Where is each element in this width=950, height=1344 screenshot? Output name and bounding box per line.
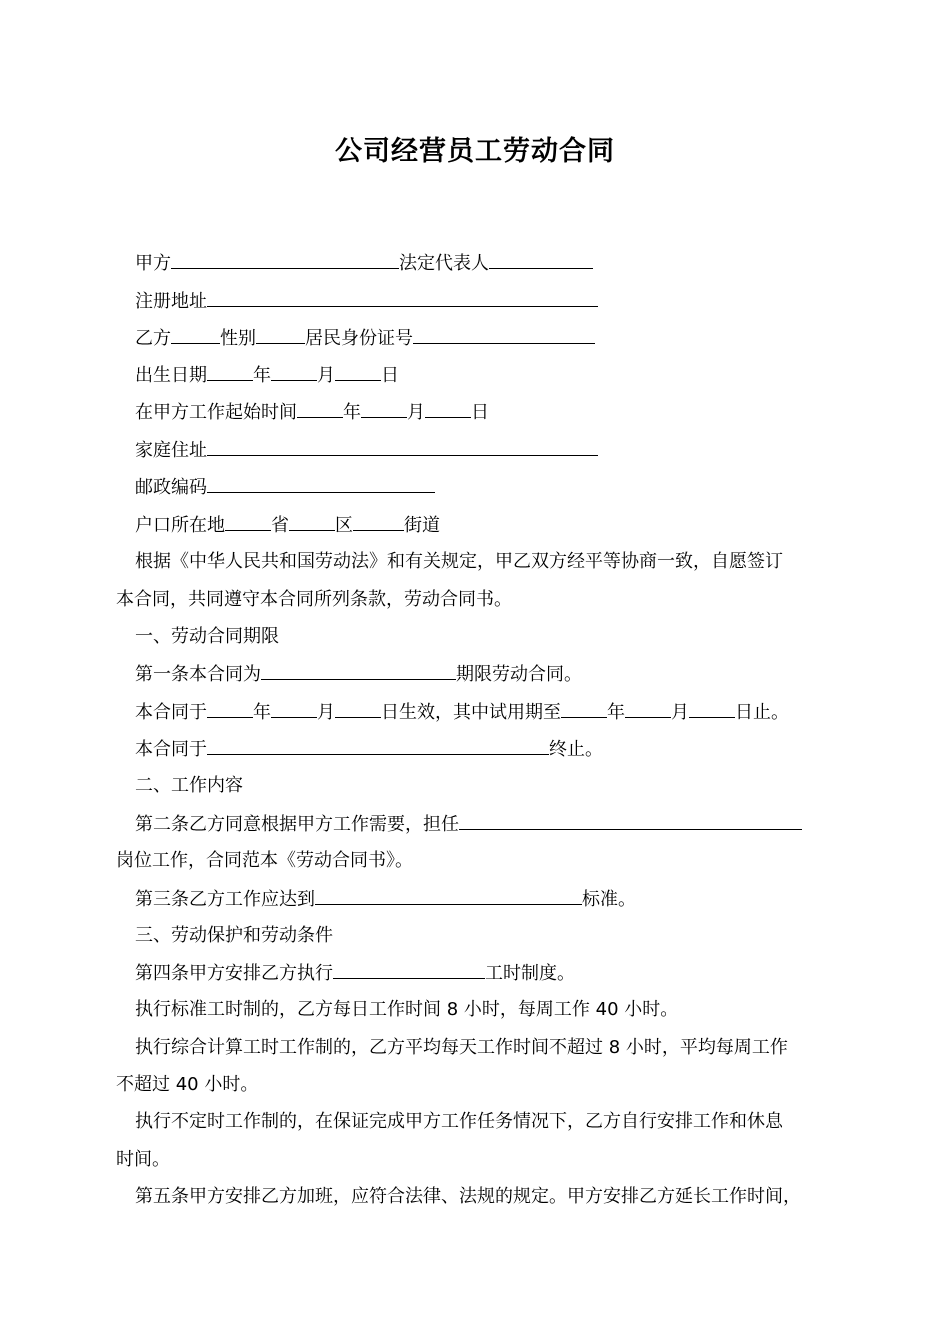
text-segment: 标准。 (582, 889, 636, 910)
text-segment: 法定代表人 (399, 253, 489, 274)
fill-blank (171, 325, 220, 344)
fill-blank (297, 399, 343, 418)
fill-blank (171, 250, 399, 269)
text-segment: 第一条本合同为 (135, 664, 261, 685)
fill-blank (335, 362, 381, 381)
start-date-line (116, 399, 859, 426)
text-segment: 第二条乙方同意根据甲方工作需要，担任 (135, 814, 459, 835)
postal-code-line (116, 474, 859, 501)
text-segment: 街道 (404, 515, 440, 536)
fill-blank (207, 362, 253, 381)
fill-blank (561, 699, 607, 718)
home-address-line (116, 437, 859, 464)
contract-termination-line (116, 736, 859, 763)
party-b-line (116, 325, 859, 352)
text-segment: 日 (381, 365, 399, 386)
text-segment: 期限劳动合同。 (456, 664, 582, 685)
text-segment: 乙方 (135, 328, 171, 349)
text-segment: 在甲方工作起始时间 (135, 402, 297, 423)
fill-blank (333, 960, 485, 979)
fill-blank (413, 325, 595, 344)
article-2-line (116, 811, 859, 838)
text-segment: 邮政编码 (135, 477, 207, 498)
text-segment: 家庭住址 (135, 440, 207, 461)
article-1-line (116, 661, 859, 688)
section-heading: 三、劳动保护和劳动条件 (135, 925, 333, 946)
registered-address-line (116, 288, 859, 315)
text-segment: 年 (253, 702, 271, 723)
text-segment: 第四条甲方安排乙方执行 (135, 963, 333, 984)
text-segment: 年 (253, 365, 271, 386)
text-segment: 户口所在地 (135, 515, 225, 536)
contract-effective-line (116, 699, 859, 726)
paragraph-line: 执行标准工时制的，乙方每日工作时间 8 小时，每周工作 40 小时。 (135, 999, 679, 1020)
document-title: 公司经营员工劳动合同 (335, 136, 615, 167)
fill-blank (207, 474, 435, 493)
fill-blank (225, 512, 271, 531)
paragraph-line: 第五条甲方安排乙方加班，应符合法律、法规的规定。甲方安排乙方延长工作时间， (135, 1186, 801, 1207)
article-3-line (116, 886, 859, 913)
paragraph-line: 执行不定时工作制的，在保证完成甲方工作任务情况下，乙方自行安排工作和休息 (135, 1111, 783, 1132)
fill-blank (625, 699, 671, 718)
fill-blank (261, 661, 456, 680)
fill-blank (207, 736, 549, 755)
text-segment: 性别 (220, 328, 256, 349)
text-segment: 年 (343, 402, 361, 423)
text-segment: 本合同于 (135, 739, 207, 760)
fill-blank (315, 886, 582, 905)
birth-date-line (116, 362, 859, 389)
text-segment: 月 (407, 402, 425, 423)
paragraph-line: 本合同，共同遵守本合同所列条款，劳动合同书。 (116, 589, 512, 610)
fill-blank (489, 250, 593, 269)
fill-blank (256, 325, 305, 344)
text-segment: 甲方 (135, 253, 171, 274)
text-segment: 日生效，其中试用期至 (381, 702, 561, 723)
text-segment: 注册地址 (135, 291, 207, 312)
text-segment: 日 (471, 402, 489, 423)
fill-blank (207, 437, 598, 456)
text-segment: 月 (671, 702, 689, 723)
fill-blank (425, 399, 471, 418)
text-segment: 日止。 (735, 702, 789, 723)
fill-blank (353, 512, 404, 531)
fill-blank (207, 699, 253, 718)
article-4-line (116, 960, 859, 987)
text-segment: 出生日期 (135, 365, 207, 386)
text-segment: 本合同于 (135, 702, 207, 723)
section-heading: 二、工作内容 (135, 775, 243, 796)
text-segment: 年 (607, 702, 625, 723)
fill-blank (207, 288, 598, 307)
fill-blank (289, 512, 335, 531)
text-segment: 工时制度。 (485, 963, 575, 984)
party-a-line (116, 250, 859, 277)
text-segment: 终止。 (549, 739, 603, 760)
text-segment: 第三条乙方工作应达到 (135, 889, 315, 910)
household-registration-line (116, 512, 859, 539)
text-segment: 省 (271, 515, 289, 536)
paragraph-line: 根据《中华人民共和国劳动法》和有关规定，甲乙双方经平等协商一致，自愿签订 (135, 551, 783, 572)
fill-blank (271, 699, 317, 718)
text-segment: 居民身份证号 (305, 328, 413, 349)
text-segment: 区 (335, 515, 353, 536)
fill-blank (361, 399, 407, 418)
paragraph-line: 执行综合计算工时工作制的，乙方平均每天工作时间不超过 8 小时，平均每周工作 (135, 1037, 788, 1058)
text-segment: 月 (317, 702, 335, 723)
fill-blank (271, 362, 317, 381)
section-heading: 一、劳动合同期限 (135, 626, 279, 647)
fill-blank (459, 811, 802, 830)
fill-blank (335, 699, 381, 718)
text-segment: 月 (317, 365, 335, 386)
fill-blank (689, 699, 735, 718)
paragraph-line: 时间。 (116, 1149, 170, 1170)
paragraph-line: 岗位工作，合同范本《劳动合同书》。 (116, 850, 413, 871)
paragraph-line: 不超过 40 小时。 (116, 1074, 259, 1095)
